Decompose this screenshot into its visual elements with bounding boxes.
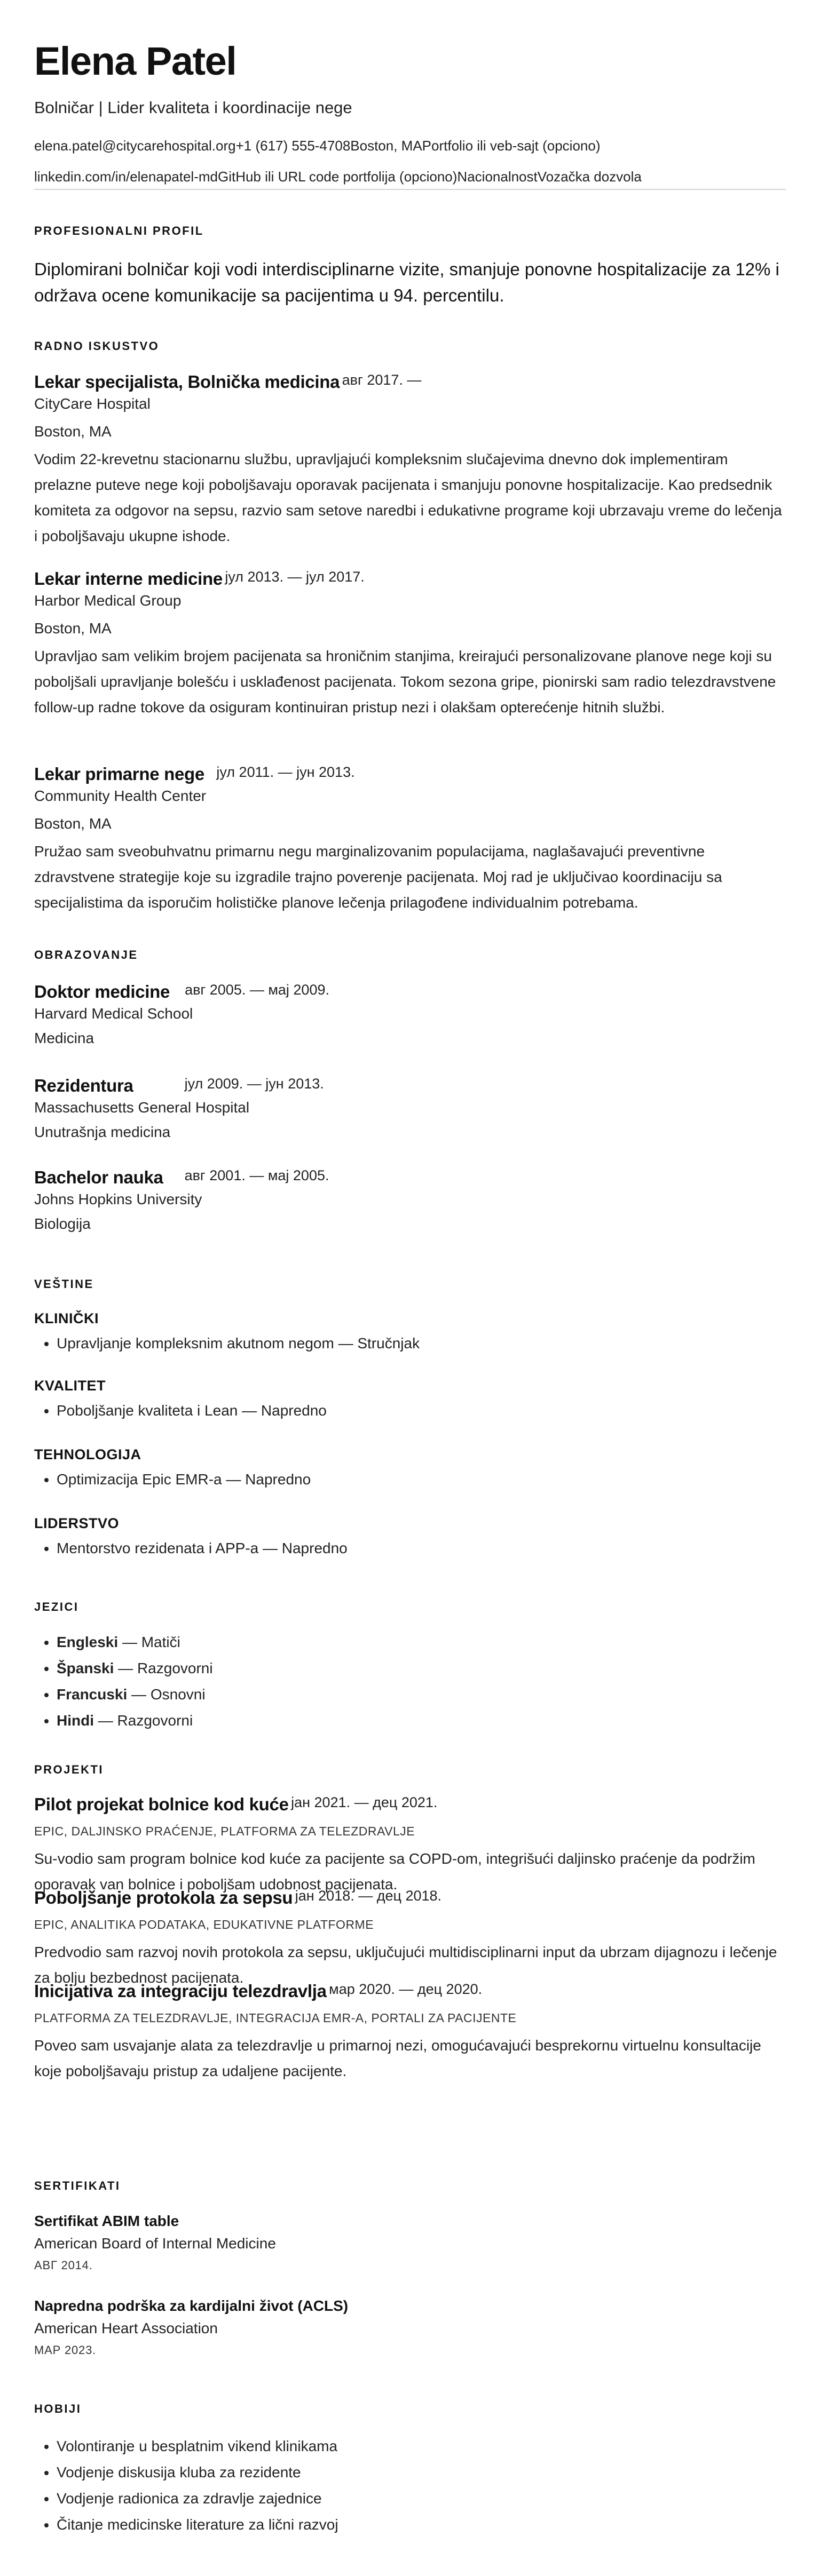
field-of-study: Medicina xyxy=(34,1030,94,1046)
section-title: SERTIFIKATI xyxy=(34,2179,121,2192)
project-date: мар 2020. — дец 2020. xyxy=(329,1981,483,1997)
skill-category: KVALITET xyxy=(34,1378,106,1394)
hobby-item: • Volontiranje u besplatnim vikend klinikama xyxy=(57,2433,786,2459)
education-section xyxy=(34,948,786,962)
degree-title: Doktor medicine xyxy=(34,982,170,1001)
job-description: Vodim 22-krevetnu stacionarnu službu, upravljajući kompleksnim slučajevima dnevno dok implementiram prelazne puteve nege koji poboljšavaju oporavak pacijenata i smanjuju ponovne hospitalizacije. Kao predsednik komiteta za odgovor na sepsu, razvio sam setove naredbi i edukativne programe koji ubrzavaju vreme do lečenja i poboljšavaju ukupne ishode. xyxy=(34,451,782,544)
education-date: авг 2005. — мај 2009. xyxy=(185,982,329,998)
candidate-name: Elena Patel xyxy=(34,39,236,83)
language-name: Engleski xyxy=(57,1634,119,1650)
certifications-section xyxy=(34,2179,786,2193)
certification-item xyxy=(34,2297,786,2357)
language-level: — Matiči xyxy=(118,1634,180,1650)
job-title: Lekar interne medicine xyxy=(34,569,223,589)
certification-title: Napredna podrška za kardijalni život (ACLS) xyxy=(34,2297,349,2314)
skill-group xyxy=(34,1378,786,1424)
project-tags: PLATFORMA ZA TELEZDRAVLJE, INTEGRACIJA EMR-A, PORTALI ZA PACIJENTE xyxy=(34,2011,517,2025)
certification-issuer: American Heart Association xyxy=(34,2320,218,2336)
job-location: Boston, MA xyxy=(34,815,112,832)
experience-item xyxy=(34,764,786,916)
project-item xyxy=(34,1794,786,1897)
language-item xyxy=(57,1629,786,1655)
skill-category: KLINIČKI xyxy=(34,1310,99,1326)
language-level: — Razgovorni xyxy=(114,1660,213,1676)
section-title: VEŠTINE xyxy=(34,1277,94,1291)
skill-item: • Poboljšanje kvaliteta i Lean — Napredno xyxy=(57,1397,786,1424)
hobby-item: • Čitanje medicinske literature za lični razvoj xyxy=(57,2511,786,2538)
contact-line-1: elena.patel@citycarehospital.org+1 (617) 555-4708Boston, MAPortfolio ili veb-sajt (opciono) xyxy=(34,138,601,154)
field-of-study: Unutrašnja medicina xyxy=(34,1124,171,1140)
certification-item xyxy=(34,2213,786,2272)
profile-section xyxy=(34,224,786,308)
language-name: Španski xyxy=(57,1660,114,1676)
language-item xyxy=(57,1655,786,1681)
projects-section xyxy=(34,1763,786,1777)
experience-item xyxy=(34,569,786,720)
field-of-study: Biologija xyxy=(34,1215,91,1232)
job-location: Boston, MA xyxy=(34,423,112,440)
certification-date: АВГ 2014. xyxy=(34,2259,93,2272)
project-date: јан 2018. — дец 2018. xyxy=(295,1888,442,1904)
section-title: PROJEKTI xyxy=(34,1763,104,1776)
project-description: Su-vodio sam program bolnice kod kuće za pacijente sa COPD-om, integrišući daljinsko praćenje da podržim oporavak van bolnice i poboljšam udobnost pacijenata. xyxy=(34,1850,755,1893)
skill-item: • Optimizacija Epic EMR-a — Napredno xyxy=(57,1466,786,1492)
job-description: Upravljao sam velikim brojem pacijenata sa hroničnim stanjima, kreirajući personalizovane planove nege koji su poboljšali upravljanje bolešću i usklađenost pacijenata. Tokom sezona gripe, pionirski sam radio telezdravstvene follow-up radne tokove da osiguram kontinuiran pristup nezi i olakšam opterećenje hitnih službi. xyxy=(34,648,776,715)
project-tags: EPIC, ANALITIKA PODATAKA, EDUKATIVNE PLATFORME xyxy=(34,1918,374,1931)
section-title: RADNO ISKUSTVO xyxy=(34,339,160,353)
job-description: Pružao sam sveobuhvatnu primarnu negu marginalizovanim populacijama, naglašavajući preventivne zdravstvene strategije koje su izgradile trajno poverenje pacijenata. Moj rad je uključivao koordinaciju sa specijalistima da isporučim holističke planove lečenja prilagođene individualnim potrebama. xyxy=(34,843,722,911)
language-item xyxy=(57,1681,786,1707)
skill-group xyxy=(34,1515,786,1561)
job-company: Community Health Center xyxy=(34,788,207,804)
job-company: CityCare Hospital xyxy=(34,395,151,412)
skill-group xyxy=(34,1310,786,1356)
school-name: Massachusetts General Hospital xyxy=(34,1099,250,1116)
section-title: HOBIJI xyxy=(34,2402,82,2415)
job-company: Harbor Medical Group xyxy=(34,592,182,609)
contact-line-2: linkedin.com/in/elenapatel-mdGitHub ili URL code portfolija (opciono)NacionalnostVozačka dozvola xyxy=(34,169,642,185)
project-item xyxy=(34,1888,786,1991)
certification-issuer: American Board of Internal Medicine xyxy=(34,2235,276,2252)
skills-section xyxy=(34,1277,786,1291)
degree-title: Bachelor nauka xyxy=(34,1167,163,1187)
job-title: Lekar specijalista, Bolnička medicina xyxy=(34,372,340,392)
project-item xyxy=(34,1981,786,2084)
education-item xyxy=(34,1076,786,1141)
experience-section xyxy=(34,339,786,353)
languages-section xyxy=(34,1600,786,1734)
certification-title: Sertifikat ABIM table xyxy=(34,2213,179,2229)
language-name: Francuski xyxy=(57,1686,128,1703)
job-date: јул 2013. — јул 2017. xyxy=(225,569,365,585)
language-name: Hindi xyxy=(57,1712,94,1729)
hobbies-section xyxy=(34,2402,786,2538)
skill-category: TEHNOLOGIJA xyxy=(34,1446,141,1462)
skill-group xyxy=(34,1446,786,1492)
project-date: јан 2021. — дец 2021. xyxy=(291,1794,438,1810)
job-date: јул 2011. — јун 2013. xyxy=(216,764,355,780)
education-date: јул 2009. — јун 2013. xyxy=(184,1076,324,1092)
certification-date: МАР 2023. xyxy=(34,2343,97,2357)
skill-item: • Mentorstvo rezidenata i APP-a — Napredno xyxy=(57,1535,786,1561)
experience-item xyxy=(34,372,786,549)
education-date: авг 2001. — мај 2005. xyxy=(184,1167,329,1183)
job-title: Lekar primarne nege xyxy=(34,764,204,784)
education-item xyxy=(34,1167,786,1233)
job-location: Boston, MA xyxy=(34,620,112,637)
project-title: Poboljšanje protokola za sepsu xyxy=(34,1888,293,1907)
skill-item: • Upravljanje kompleksnim akutnom negom — Stručnjak xyxy=(57,1330,786,1356)
project-description: Poveo sam usvajanje alata za telezdravlje u primarnoj nezi, omogućavajući besprekornu virtuelnu konsultacije koje poboljšavaju pristup za udaljene pacijente. xyxy=(34,2037,761,2079)
hobby-item: • Vodjenje diskusija kluba za rezidente xyxy=(57,2459,786,2485)
job-date: авг 2017. — xyxy=(342,372,422,388)
project-description: Predvodio sam razvoj novih protokola za sepsu, uključujući multidisciplinarni input da ubrzam dijagnozu i lečenje za bolju bezbednost pacijenata. xyxy=(34,1944,777,1986)
school-name: Johns Hopkins University xyxy=(34,1191,202,1207)
education-item xyxy=(34,982,786,1047)
project-title: Pilot projekat bolnice kod kuće xyxy=(34,1794,289,1814)
section-title: JEZICI xyxy=(34,1600,79,1613)
header-divider xyxy=(34,189,786,190)
section-title: PROFESIONALNI PROFIL xyxy=(34,224,204,237)
language-item xyxy=(57,1707,786,1734)
skill-category: LIDERSTVO xyxy=(34,1515,120,1531)
candidate-headline: Bolničar | Lider kvaliteta i koordinacije nege xyxy=(34,98,352,117)
project-tags: EPIC, DALJINSKO PRAĆENJE, PLATFORMA ZA TELEZDRAVLJE xyxy=(34,1824,415,1838)
project-title: Inicijativa za integraciju telezdravlja xyxy=(34,1981,327,2001)
profile-text: Diplomirani bolničar koji vodi interdisciplinarne vizite, smanjuje ponovne hospitalizacije za 12% i održava ocene komunikacije sa pacijentima u 94. percentilu. xyxy=(34,259,779,305)
section-title: OBRAZOVANJE xyxy=(34,948,138,961)
language-level: — Osnovni xyxy=(127,1686,206,1703)
school-name: Harvard Medical School xyxy=(34,1005,193,1022)
hobby-item: • Vodjenje radionica za zdravlje zajednice xyxy=(57,2485,786,2511)
language-level: — Razgovorni xyxy=(94,1712,193,1729)
degree-title: Rezidentura xyxy=(34,1076,133,1095)
